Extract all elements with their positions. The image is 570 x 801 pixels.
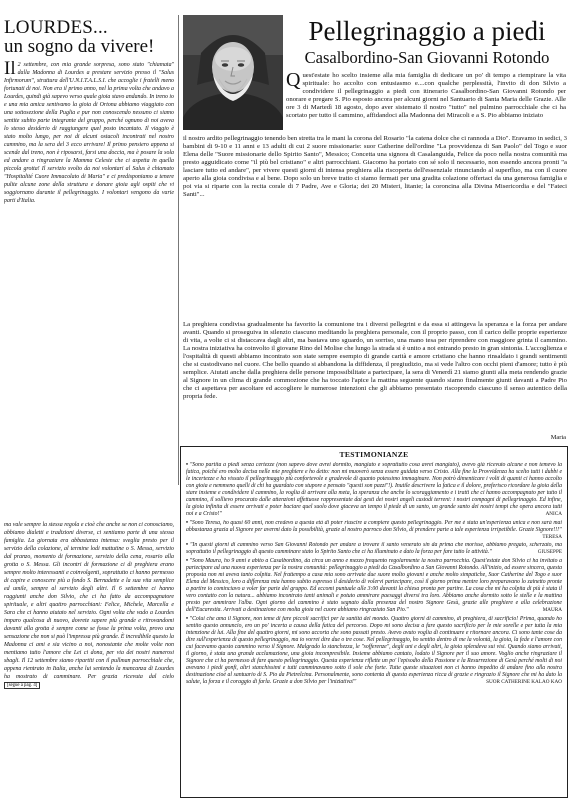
article-p1-text: uest'estate ho scelto insieme alla mia famiglia di dedicare un po' di tempo a riempirare la vita spirituale: ho accolto con entusiasmo e....con qualche perplessità, l'invito di don Silvio a condividere il pellegrinaggio a piedi con itinerario Casalbordino-San Giovanni Rotondo per onorare e pregare S. Pio esposto ancora per alcuni giorni nel Santuario di Santa Maria delle Grazie. Alle ore 3 di Martedì 18 agosto, dopo aver sistemato il nostro "tutto" nel pulmino parrocchiale che ci ha scortato per tutto il cammino, affidandoci alla Madonna dei Miracoli e a S. Pio abbiamo iniziato	[286, 72, 566, 119]
lourdes-body-bottom-text: ma vale sempre la stessa regola e cioè che anche se non ci conosciamo, abbiamo dialetti e tradizioni diverse, ci sentiamo parte di una stessa famiglia. La giornata era abbastanza intensa: sveglia presto per il servizio della colazione, al termine lodi mattutine o S. Messa, servizio dal pranzo, momento di formazione, servizio della cena, rosario alla grotta o S. Messa. Gli incontri di formazione ci di preghiera erano sempre molto interessanti e coinvolgenti, soprattutto ci hanno permesso di capire e conoscere più a fondo S. Bernadette e la sua vita semplice ed umile, sempre al servizio degli altri. Il 6 settembre ci hanno raggiunti anche don Silvio, che ci ha fatto da accompagnatore spirituale, e altri quattro parrocchiani: Felice, Michele, Marcella e Sara che ci hanno aiutato nel servizio. Ogni volta che vado a Lourdes imparo qualcosa di nuovo, dovrete sapere più grande e ritrovandomi davanti alla grotta è sempre come se fosse la prima volta, provo una sensazione che non si può l'impressa più grande. È incredibile questo la Madonna ci ami e sia vicino a noi, nonostante che molte volte non mentiamo tutto l'amore che Lei ci dona, per via dei nostri numerosi sbagli. Il 12 settembre siamo ripartiti con il pullman parrocchiale che, appena rientrato in Italia, anche lui sentendo la mancanza di Lourdes ha mostrato di camminare. Per grazia ricevuta dal cielo	[4, 522, 174, 680]
lourdes-subtitle: un sogno da vivere!	[4, 36, 155, 57]
testimony-signature: ANICA	[545, 510, 562, 517]
testimony-signature: SUOR CATHERINE KALAO KAO	[486, 678, 562, 685]
testimony-text: Sono Maura, ho 9 anni e abito a Casalbordino, da circa un anno e mezzo frequento regolarmente la nostra parrocchia. Quest'estate don Silvio ci ha invitato a partecipare ad una nuova esperienza per la nostra comunità: pellegrinaggio a piedi da Casalbordino a San Giovanni Rotondo. All'inizio, ad essere sincera, questa proposta non mi aveva tanto colpita. Nel frattempo a casa mia sono arrivate due suore molto giovani e anche molto simpatiche, Suor Catherine del Togo e suor Elena del Messico, loro a differenza mia hanno subito espresso il desiderio di volervi partecipare, così il giorno prima mentre loro preparavano lo zainetto pronte a partire io cominciavo a voler far parte del gruppo. Ed eccomi puntuale alle 3:00 davanti la chiesa pronta per partire. La cosa che mi ha colpita di più è stata il vero contatto con la natura... abbiamo incontrato tanti animali e potuto ammirare paesaggi diversi tra loro. Abbiamo anche dormito sotto le stelle e la mattina presto per ammirare l'alba. Ogni giorno del cammino è stato segnato dalla presenza del nostro Signore Gesù, grazie alle preghiere e alla celebrazione dell'Eucarestia. Arrivati a destinazione con molta gioia nel cuore abbiamo ringraziato San Pio.	[186, 558, 562, 614]
bullet-icon: •	[186, 558, 189, 565]
testimonianze-box	[180, 446, 568, 798]
bullet-icon: •	[186, 542, 189, 549]
testimony-item: • "Colui che ama il Signore, non teme di fare piccoli sacrifici per la santità del mondo. Quattro giorni di cammino, di preghiera, di sacrificio! Prima, quando ho sentito questo annuncio, ero un po' incerta a causa della fatica del percorso. Dopo mi sono decisa a fare questo sacrificio per le mie sorelle e per tutta la mia intenzione di lui. Alla fine del quattro giorni, mi sono accorta che sono passati presto. Avevo avuto voglia di continuare e ritornare ancora. Ci sono tante cose da dire sull'esperienza di questo pellegrinaggio, ma io vorrei dire due o tre cose. Nel pellegrinaggio, ho sentito dentro di me la volontà, la gioia, la fede e l'amore con cui facevamo questo cammino verso il Signore. Malgrado la stanchezza, le "sofferenze", degli uni e degli altri, la gioia splendeva sui visi. Quando siamo arrivati, il giorno, è stata una grande acclamazione, una gioia incompresibile. Insieme abbiamo cantato, lodato il Signore per il suo amore. Voglio anche ringraziare il Signore che ci ha permesso di fare questo pellegrinaggio. Questa esperienza riflette un po' l'episodio della Passione e la Resurrezione di Gesù perché molti di noi avevano i piedi gonfi, altri stanchissimi e tutti camminavamo sotto il sole che forte. Tutte queste situazioni non ci hanno impedito di andare fino alla nostra destinazione cioè al santuario di S. Pio da Pietrelcina. Personalmente, sono contenta di questa esperienza ricca di grazie e ringrazio il Signore che mi ha dato la salute, la forza e il coraggio di farla. Grazie a don Silvio per l'iniziativa!" SUOR CATHERINE KALAO KAO	[186, 616, 562, 685]
bullet-icon: •	[186, 616, 189, 623]
column-divider	[178, 15, 179, 485]
article-dropcap: Q	[286, 72, 301, 91]
testimony-text: In questi giorni di cammino verso San Giovanni Rotondo per andare a trovare il santo venerato sin da prima che morisse, abbiamo pregato, scherzato, ma soprattutto il pellegrinaggio di questo camminare stato lo Spirito Santo che ci ha illuminato e dato la forza per fare tutto le attività.	[186, 542, 562, 556]
article-author: Maria	[550, 434, 566, 441]
portrait-image	[183, 15, 283, 130]
testimony-text: Sono partita a piedi senza certezze (non sapevo dove avrei dormito, mangiato e soprattutto cosa avrei mangiato), avevo già ricevuto alcune e non temevo la fatica, poiché ero molto decisa nelle mie preghiere e ho detto: non mi muoverò senza essere guidata verso Cristo. Alla fine la Provvidenza ha scelto tutti i dubbi e le incertezze e ha vissuto il pellegrinaggio più confortevole e gradevole di quanto potessimo immaginare. Non potrò dimenticare i volti di quanti ci hanno accolto con gioia e nemmeno quelli di chi ha guardato con stupore e pensato "questi son pazzi"!). Inutile descrivere la fatica e il dolore, preferisco ricordare la gioia della stare insieme e condividere il cammino, la voglia di arrivare alla meta, la speranza che anche lo scoraggiamento e i tratti che ci hanno accompagnato per tutto il cammino, il sollievo procurato dalle attenzioni affettuose rappresentate dai gesti dei nostri angeli custodi terreni: i nostri compagni di pellegrinaggio. Ed infine, la gioia infinita di essere arrivati e poter baciare quel suolo dove giaceva un tempo il piede di un santo, un grande santo dei nostri tempi che opera ancora tutti noi e a Cristo!	[186, 462, 562, 517]
testimony-text: Colui che ama il Signore, non teme di fare piccoli sacrifici per la santità del mondo. Quattro giorni di cammino, di preghiera, di sacrificio! Prima, quando ho sentito questo annuncio, ero un po' incerta a causa della fatica del percorso. Dopo mi sono decisa a fare questo sacrificio per le mie sorelle e per tutta la mia intenzione di lui. Alla fine del quattro giorni, mi sono accorta che sono passati presto. Avevo avuto voglia di continuare e ritornare ancora. Ci sono tante cose da dire sull'esperienza di questo pellegrinaggio, ma io vorrei dire due o tre cose. Nel pellegrinaggio, ho sentito dentro di me la volontà, la gioia, la fede e l'amore con cui facevamo questo cammino verso il Signore. Malgrado la stanchezza, le "sofferenze", degli uni e degli altri, la gioia splendeva sui visi. Quando siamo arrivati, il giorno, è stata una grande acclamazione, una gioia incompresibile. Insieme abbiamo cantato, lodato il Signore per il suo amore. Voglio anche ringraziare il Signore che ci ha permesso di fare questo pellegrinaggio. Questa esperienza riflette un po' l'episodio della Passione e la Resurrezione di Gesù perché molti di noi avevano i piedi gonfi, altri stanchissimi e tutti camminavamo sotto il sole che forte. Tutte queste situazioni non ci hanno impedito di andare fino alla nostra destinazione cioè al santuario di S. Pio da Pietrelcina. Personalmente, sono contenta di questa esperienza ricca di grazie e ringrazio il Signore che mi ha dato la salute, la forza e il coraggio di farla. Grazie a don Silvio per l'iniziativa!	[186, 616, 562, 685]
lourdes-article	[4, 18, 174, 801]
article-paragraph-3: La preghiera condivisa gradualmente ha favorito la comunione tra i diversi pellegrini e da essa si attingeva la speranza e la forza per andare avanti. Quando si proseguiva in silenzio ciascuno meditando la preghiera personale, con il proprio passo, con il carico delle proprie esperienze di vita, a volte ci si distaccava dagli altri, ma bastava uno sguardo, un sorriso, una mano tesa per riprendere con maggiore grinta il cammino. La nostra iniziativa ha coinvolto il giovane Rino del Molise che lungo la strada si è unito a noi entrando presto in gran sintonia. L'accoglienza e l'ospitalità di questi abbiamo incontrato son state sempre esempio di grande carità e amore cristiano che hanno rinsaldato i grandi sentimenti che si custodivano nel cuore. Che bello quando si abbandona la diffidenza, il pregiudizio, ma si vede l'altro con occhi pieni d'amore; tutto è più semplice. Aiutati anche dalla preghiera delle persone impossibilitate a partecipare, la sera di Venerdì 21 siamo giunti alla meta rendendo grazie al Signore in un clima di grande commozione che ha toccato l'apice la mattina seguente quando siamo finalmente giunti davanti a Padre Pio che ci aspettava per ascoltare ed accogliere le numerose intenzioni che gli abbiamo presentato riscoprendo ciascuno il senso autentico della propria fede.	[183, 321, 567, 400]
article-paragraph-1	[286, 72, 566, 134]
article-subtitle: Casalbordino-San Giovanni Rotondo	[304, 48, 550, 67]
padre-pio-photo	[183, 15, 283, 130]
lourdes-title: LOURDES...	[4, 18, 108, 38]
testimony-signature: TERESA	[542, 533, 562, 540]
testimony-signature: MAURA	[542, 607, 562, 614]
lourdes-body-bottom	[4, 521, 174, 801]
article-title: Pellegrinaggio a piedi	[308, 16, 546, 46]
testimonianze-title: TESTIMONIANZE	[339, 450, 409, 459]
lourdes-dropcap: Il	[4, 61, 16, 79]
lourdes-body-top	[4, 61, 174, 531]
continue-tag[interactable]: [segue a pag. 4]	[4, 682, 40, 689]
bullet-icon: •	[186, 462, 189, 468]
testimony-item: • "Sono partita a piedi senza certezze (non sapevo dove avrei dormito, mangiato e soprattutto cosa avrei mangiato), avevo già ricevuto alcune e non temevo la fatica, poiché ero molto decisa nelle mie preghiere e ho detto: non mi muoverò senza essere guidata verso Cristo. Alla fine la Provvidenza ha scelto tutti i dubbi e le incertezze e ha vissuto il pellegrinaggio più confortevole e gradevole di quanto potessimo immaginare. Non potrò dimenticare i volti di quanti ci hanno accolto con gioia e nemmeno quelli di chi ha guardato con stupore e pensato "questi son pazzi"!). Inutile descrivere la fatica e il dolore, preferisco ricordare la gioia della stare insieme e condividere il cammino, la voglia di arrivare alla meta, la speranza che anche lo scoraggiamento e i tratti che ci hanno accompagnato per tutto il cammino, il sollievo procurato dalle attenzioni affettuose rappresentate dai gesti dei nostri angeli custodi terreni: i nostri compagni di pellegrinaggio. Ed infine, la gioia infinita di essere arrivati e poter baciare quel suolo dove giaceva un tempo il piede di un santo, un grande santo dei nostri tempi che opera ancora tutti noi e a Cristo!" ANICA	[186, 462, 562, 517]
lourdes-body-top-text: 2 settembre, con mia grande sorpresa, sono stato "chiamata" dalla Madonna di Lourdes a prestare servizio presso il "Salus Infirmorum", struttura dell'U.N.I.T.A.L.S.I. che accoglie i fratelli meno fortunati di noi. Non era il primo anno, nel la prima volta che andavo a Lourdes, quindi già sapevo verso quale gioia stavo andando. In treno io e una mia amica sentivamo la gioia di Ortona abbiamo viaggiato con una sottosezione della Puglia e pur non conoscendo nessuno ci siamo sentite subito parte integrante del gruppo, perché ognuno di noi aveva lo stesso desiderio di raggiungere quel posto incantato. Il viaggio è stato molto lungo, per noi di alcuni ostacoli incontrati nel nostro cammino, ma la sera del 3 ecco arrivare! Il primo pensiero appena si scende dal treno, non è riposarsi, farsi una doccia, ma è posare la sola ed andare a ringraziare la Mamma Celeste che ci aspetta in quella piccola grotta! Il servizio svolto da noi volontari al Salus è chiamato "Hospitalité Cuore Immacolato di Maria" e ci predisponiamo a tenere pulite alcune zone della struttura e donare gioia agli ospiti che vi soggiornano durante il pellegrinaggio. I volontari vengono da varie parti d'Italia.	[4, 62, 174, 204]
testimony-text: Sono Teresa, ho quasi 60 anni, non credevo a questa età di poter riuscire a compiere questo pellegrinaggio. Per me è stata un'esperienza unica e non sarà mai abbastanza grazia al Signore per avermi dato la possibilità, grazie al nostro parroco don Silvio, di prendere parte a tale esperienza irripetibile. Grazie Signore!!!	[186, 519, 562, 533]
article-paragraph-2: il nostro ardito pellegrinaggio tenendo ben stretta tra le mani la corona del Rosario "la catena dolce che ci rannoda a Dio". Eravamo in sedici, 3 bambini di 9-10 e 11 anni e 13 adulti di cui 2 suore missionarie: suor Catherine dell'ordine "La provvidenza di San Paolo" del Togo e suor Elena delle "Suore missionarie dello Spirito Santo", Messico; Concetta una signora di Casalanguida, Felice da poco nella nostra comunità ma presto agguidicato come "il più bel cristiano" e altri parrocchiani. Giacomo ha portato con sé solo il necessario, non essendo ancora pronti "a lasciare tutto ed andare", per vivere questi giorni di intensa preghiera alla riscoperta dell'essenziale rinunciando al superfluo, ma con il cuore aperto alla gioia condivisa e al bene. Dopo solo un breve tratto ci siamo fermati per una gradita colazione offertaci da una generosa famiglia e poi via si riparte con la recita corale di 7 Padre, Ave e Gloria; dei 20 Misteri, litanie; la coroncina alla Divina Misericordia e del "Fateci Santi"...	[183, 135, 567, 198]
bullet-icon: •	[186, 519, 189, 526]
testimony-item: • "In questi giorni di cammino verso San Giovanni Rotondo per andare a trovare il santo venerato sin da prima che morisse, abbiamo pregato, scherzato, ma soprattutto il pellegrinaggio di questo camminare stato lo Spirito Santo che ci ha illuminato e dato la forza per fare tutto le attività." GIUSEPPE	[186, 542, 562, 556]
testimony-item: • "Sono Teresa, ho quasi 60 anni, non credevo a questa età di poter riuscire a compiere questo pellegrinaggio. Per me è stata un'esperienza unica e non sarà mai abbastanza grazia al Signore per avermi dato la possibilità, grazie al nostro parroco don Silvio, di prendere parte a tale esperienza irripetibile. Grazie Signore!!!" TERESA	[186, 519, 562, 540]
testimony-signature: GIUSEPPE	[537, 549, 562, 556]
testimony-item: • "Sono Maura, ho 9 anni e abito a Casalbordino, da circa un anno e mezzo frequento regolarmente la nostra parrocchia. Quest'estate don Silvio ci ha invitato a partecipare ad una nuova esperienza per la nostra comunità: pellegrinaggio a piedi da Casalbordino a San Giovanni Rotondo. All'inizio, ad essere sincera, questa proposta non mi aveva tanto colpita. Nel frattempo a casa mia sono arrivate due suore molto giovani e anche molto simpatiche, Suor Catherine del Togo e suor Elena del Messico, loro a differenza mia hanno subito espresso il desiderio di volervi partecipare, così il giorno prima mentre loro preparavano lo zainetto pronte a partire io cominciavo a voler far parte del gruppo. Ed eccomi puntuale alle 3:00 davanti la chiesa pronta per partire. La cosa che mi ha colpita di più è stata il vero contatto con la natura... abbiamo incontrato tanti animali e potuto ammirare paesaggi diversi tra loro. Abbiamo anche dormito sotto le stelle e la mattina presto per ammirare l'alba. Ogni giorno del cammino è stato segnato dalla presenza del nostro Signore Gesù, grazie alle preghiere e alla celebrazione dell'Eucarestia. Arrivati a destinazione con molta gioia nel cuore abbiamo ringraziato San Pio." MAURA	[186, 558, 562, 614]
